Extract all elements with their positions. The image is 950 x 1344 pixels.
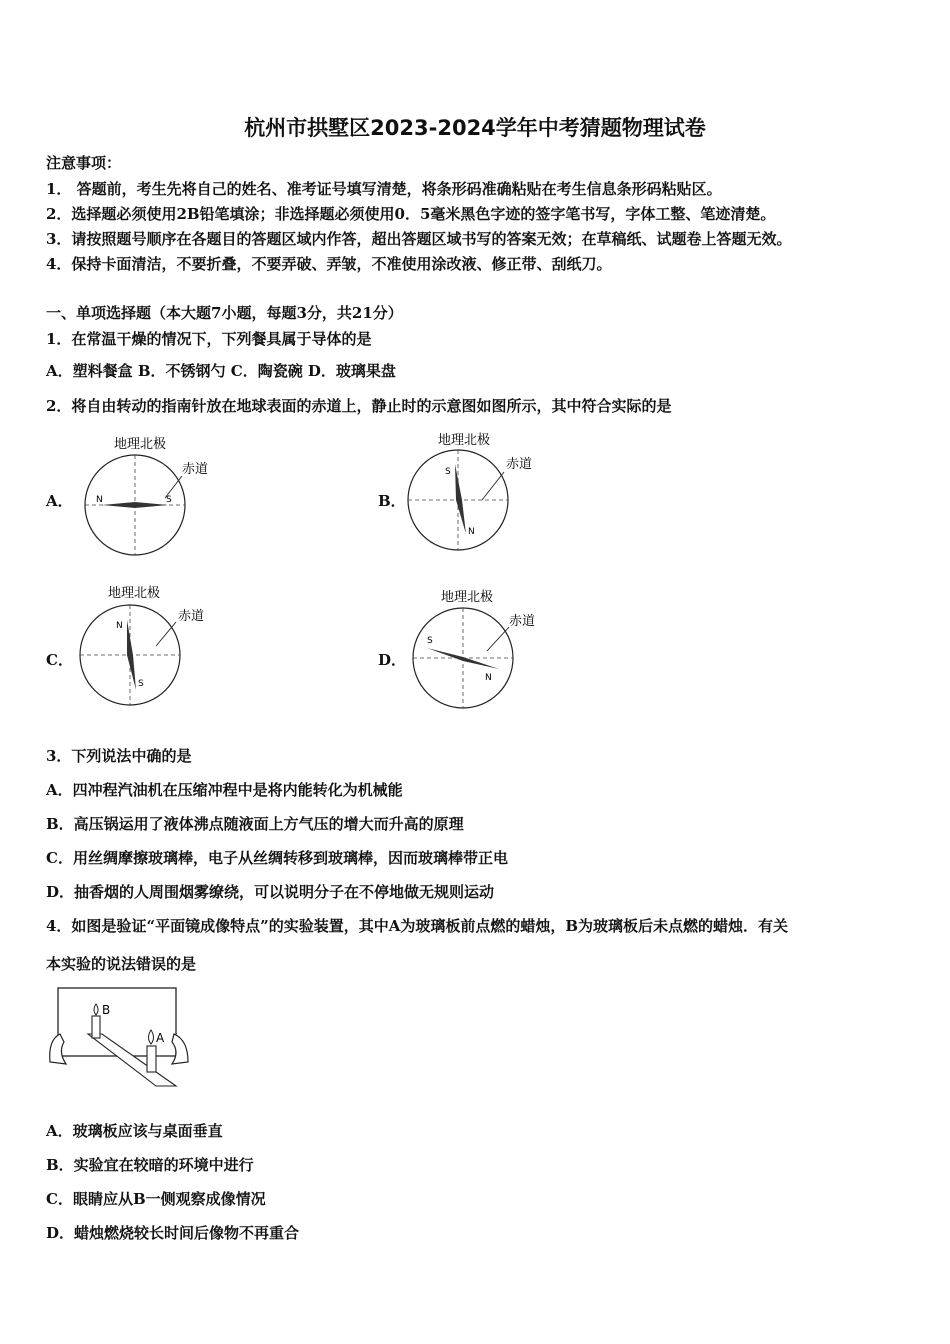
candle-b-flame (94, 1004, 98, 1015)
n-label: N (485, 673, 492, 683)
equator-label: 赤道 (178, 609, 205, 624)
pole-label: 地理北极 (441, 590, 494, 605)
notice-item-1: 1． 答题前，考生先将自己的姓名、准考证号填写清楚，将条形码准确粘贴在考生信息条形码粘贴区。 (46, 180, 722, 198)
s-label: S (138, 679, 144, 689)
compass-figure-d (405, 585, 555, 715)
s-label: S (427, 636, 433, 646)
equator-label: 赤道 (509, 614, 536, 629)
s-label: S (166, 495, 172, 505)
compass-figure-a (80, 430, 230, 560)
candle-b (92, 1016, 100, 1038)
q1-options: A．塑料餐盒 B．不锈钢勺 C．陶瓷碗 D．玻璃果盘 (46, 362, 396, 380)
left-stand (50, 1034, 66, 1064)
q2-option-a-label: A． (46, 492, 73, 510)
q2-option-c-label: C． (46, 651, 73, 669)
notice-item-4: 4．保持卡面清洁，不要折叠，不要弄破、弄皱，不准使用涂改液、修正带、刮纸刀。 (46, 255, 612, 273)
q3-stem: 3．下列说法中确的是 (46, 747, 192, 765)
candle-b-label: B (102, 1003, 111, 1017)
n-label: N (468, 527, 475, 537)
pole-label: 地理北极 (108, 586, 161, 601)
n-label: N (96, 495, 103, 505)
equator-label: 赤道 (182, 462, 209, 477)
candle-a (147, 1046, 156, 1072)
q1-stem: 1．在常温干燥的情况下，下列餐具属于导体的是 (46, 330, 372, 348)
candle-a-label: A (156, 1031, 165, 1045)
q4-option-d: D．蜡烛燃烧较长时间后像物不再重合 (46, 1224, 300, 1242)
equator-label: 赤道 (506, 457, 533, 472)
q4-option-b: B．实验宜在较暗的环境中进行 (46, 1156, 254, 1174)
compass-figure-c (76, 582, 226, 712)
compass-needle (102, 502, 168, 508)
right-stand (172, 1034, 188, 1064)
page-title: 杭州市拱墅区2023-2024学年中考猜题物理试卷 (244, 116, 706, 140)
q4-option-c: C．眼睛应从B一侧观察成像情况 (46, 1190, 266, 1208)
mirror-experiment-figure (42, 982, 202, 1094)
q4-stem-line2: 本实验的说法错误的是 (46, 955, 197, 973)
pole-label: 地理北极 (438, 433, 491, 448)
q4-stem-line1: 4．如图是验证“平面镜成像特点”的实验装置，其中A为玻璃板前点燃的蜡烛，B为玻璃板后未点燃的蜡烛．有关 (46, 917, 789, 935)
compass-needle (455, 464, 466, 534)
notice-heading: 注意事项： (46, 154, 122, 172)
pole-label: 地理北极 (114, 437, 167, 452)
section-heading: 一、单项选择题（本大题7小题，每题3分，共21分） (46, 304, 403, 322)
q3-option-d: D．抽香烟的人周围烟雾缭绕，可以说明分子在不停地做无规则运动 (46, 883, 495, 901)
q2-stem: 2．将自由转动的指南针放在地球表面的赤道上，静止时的示意图如图所示，其中符合实际的是 (46, 397, 672, 415)
compass-figure-b (400, 428, 550, 563)
notice-item-3: 3．请按照题号顺序在各题目的答题区域内作答，超出答题区域书写的答案无效；在草稿纸、试题卷上答题无效。 (46, 230, 792, 248)
q3-option-c: C．用丝绸摩擦玻璃棒，电子从丝绸转移到玻璃棒，因而玻璃棒带正电 (46, 849, 508, 867)
compass-needle (127, 620, 136, 690)
q2-option-b-label: B． (378, 492, 406, 510)
q3-option-b: B．高压锅运用了液体沸点随液面上方气压的增大而升高的原理 (46, 815, 464, 833)
q4-option-a: A．玻璃板应该与桌面垂直 (46, 1122, 223, 1140)
q3-option-a: A．四冲程汽油机在压缩冲程中是将内能转化为机械能 (46, 781, 403, 799)
candle-a-flame (149, 1030, 154, 1044)
s-label: S (445, 467, 451, 477)
notice-item-2: 2．选择题必须使用2B铅笔填涂；非选择题必须使用0．5毫米黑色字迹的签字笔书写，字体工整、笔迹清楚。 (46, 205, 776, 223)
n-label: N (116, 621, 123, 631)
q2-option-d-label: D． (378, 651, 407, 669)
